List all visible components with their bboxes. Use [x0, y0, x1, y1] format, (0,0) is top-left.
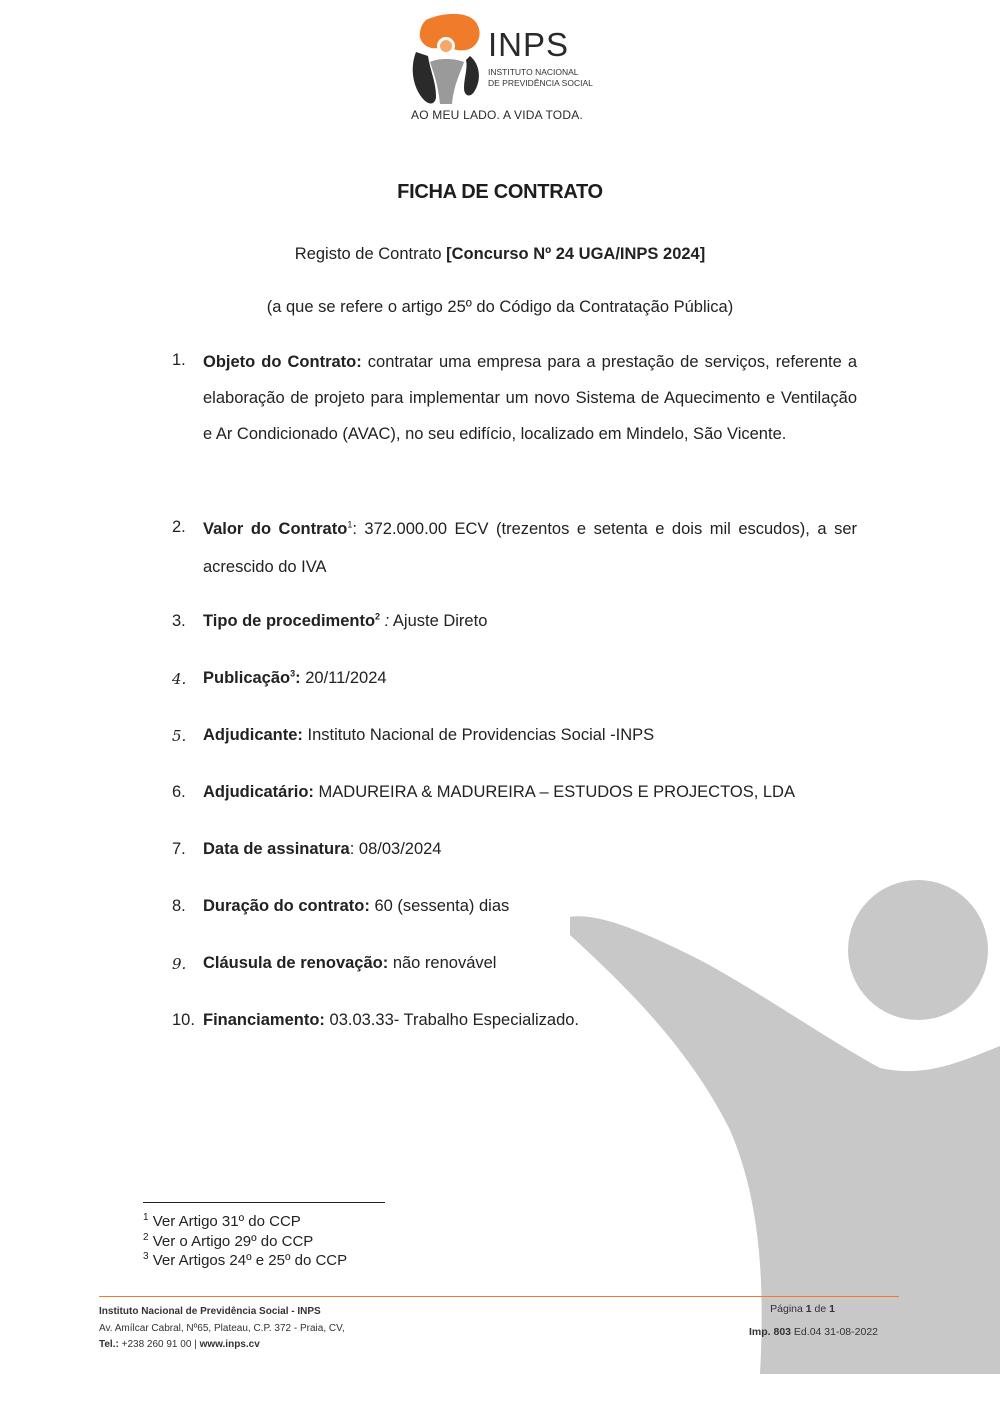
item-text: [203, 1011, 857, 1030]
logo-subtitle-line1: INSTITUTO NACIONAL: [488, 67, 579, 77]
item-number: 9.: [172, 955, 187, 973]
logo-slogan: AO MEU LADO. A VIDA TODA.: [411, 108, 583, 122]
item-label: Adjudicante:: [203, 726, 303, 744]
item-value: 03.03.33- Trabalho Especializado.: [324, 1011, 580, 1029]
form-code: [678, 1326, 878, 1338]
footnote-text: Ver Artigos 24º e 25º do CCP: [148, 1252, 348, 1269]
item-label: Duração do contrato:: [203, 897, 370, 915]
item-number: 7.: [172, 840, 186, 858]
item-text: [203, 897, 857, 916]
item-value: Instituto Nacional de Providencias Social -INPS: [302, 726, 655, 744]
item-value: : 372.000.00 ECV (trezentos e setenta e dois mil escudos), a ser acrescido do IVA: [203, 520, 858, 576]
item-number: 10.: [172, 1011, 195, 1029]
item-text: [203, 783, 857, 802]
item-value: MADUREIRA & MADUREIRA – ESTUDOS E PROJECTOS, LDA: [313, 783, 795, 801]
logo-name: INPS: [488, 26, 570, 63]
footnote-divider: [143, 1202, 385, 1203]
item-number: 5.: [172, 727, 187, 745]
item-value: : 08/03/2024: [349, 840, 442, 858]
footnote-2: [143, 1232, 347, 1252]
logo-subtitle: [488, 67, 593, 89]
item-number: 8.: [172, 897, 186, 915]
figure-head: [848, 880, 988, 1020]
item-value: Ajuste Direto: [389, 612, 488, 630]
footnote-number: 3: [143, 1251, 149, 1262]
footer-contact: [99, 1337, 345, 1354]
inps-logo: [400, 12, 600, 124]
logo-mark-icon: [408, 12, 488, 107]
subtitle-contest: [Concurso Nº 24 UGA/INPS 2024]: [446, 245, 706, 263]
footnote-ref: 2: [375, 611, 381, 622]
footer-address-block: [99, 1304, 345, 1354]
page-label: Página: [770, 1303, 806, 1315]
footer-website-link[interactable]: www.inps.cv: [199, 1339, 260, 1350]
footer-meta: [678, 1303, 878, 1338]
item-text: [203, 954, 857, 973]
item-text: [203, 840, 857, 859]
item-label: Valor do Contrato: [203, 520, 348, 538]
item-text: [203, 669, 857, 688]
item-value: contratar uma empresa para a prestação de serviços, referente a elaboração de projeto para implementar um novo Sistema de Aquecimento e Ventilação e Ar Condicionado (AVAC), no seu edifício, localizado em Mindelo, São Vicente.: [203, 353, 857, 443]
item-number: 2.: [172, 518, 186, 536]
item-label-suffix: :: [380, 612, 390, 630]
item-label: Financiamento:: [203, 1011, 325, 1029]
item-label: Tipo de procedimento: [203, 612, 376, 630]
item-text: [203, 344, 857, 452]
item-value: 20/11/2024: [300, 669, 387, 687]
form-code-label: Imp. 803: [748, 1326, 792, 1338]
item-value: não renovável: [388, 954, 497, 972]
footnote-3: [143, 1251, 347, 1271]
page-total: 1: [829, 1303, 835, 1315]
document-subtitle: [0, 245, 1000, 264]
item-label: Data de assinatura: [203, 840, 350, 858]
footer-tel: +238 260 91 00 |: [118, 1339, 200, 1350]
item-label: Cláusula de renovação:: [203, 954, 389, 972]
footnote-text: Ver Artigo 31º do CCP: [148, 1213, 301, 1230]
footnotes: [143, 1212, 347, 1271]
footer-address: Av. Amílcar Cabral, Nº65, Plateau, C.P. 372 - Praia, CV,: [99, 1322, 345, 1334]
item-label: Objeto do Contrato:: [203, 353, 362, 371]
footnote-number: 1: [143, 1212, 149, 1223]
footnote-text: Ver o Artigo 29º do CCP: [148, 1232, 314, 1250]
legal-reference: (a que se refere o artigo 25º do Código da Contratação Pública): [266, 298, 734, 316]
page-of: de: [811, 1303, 830, 1315]
page-number: [678, 1303, 878, 1315]
form-code-value: Ed.04 31-08-2022: [791, 1326, 878, 1338]
footnote-number: 2: [143, 1231, 149, 1243]
item-number: 1.: [172, 351, 186, 369]
item-number: 6.: [172, 783, 186, 801]
item-text: [203, 510, 857, 586]
document-title: FICHA DE CONTRATO: [397, 181, 603, 203]
item-label: Publicação: [203, 669, 291, 687]
item-text: [203, 612, 857, 631]
footer-org-name: Instituto Nacional de Previdência Social - INPS: [99, 1306, 321, 1317]
item-value: 60 (sessenta) dias: [369, 897, 510, 915]
item-label: Adjudicatário:: [203, 783, 314, 801]
item-text: [203, 726, 857, 745]
footnote-ref: 1: [347, 519, 353, 530]
footnote-1: [143, 1212, 347, 1232]
item-number: 4.: [172, 670, 187, 688]
footer-tel-label: Tel.:: [99, 1339, 119, 1350]
logo-subtitle-line2: DE PREVIDÊNCIA SOCIAL: [488, 78, 593, 88]
subtitle-prefix: Registo de Contrato: [294, 245, 447, 263]
footer-divider: [99, 1296, 899, 1297]
item-label-suffix: :: [295, 669, 301, 687]
page-current: 1: [805, 1303, 812, 1315]
footnote-ref: 3: [290, 668, 296, 679]
item-number: 3.: [172, 612, 186, 630]
